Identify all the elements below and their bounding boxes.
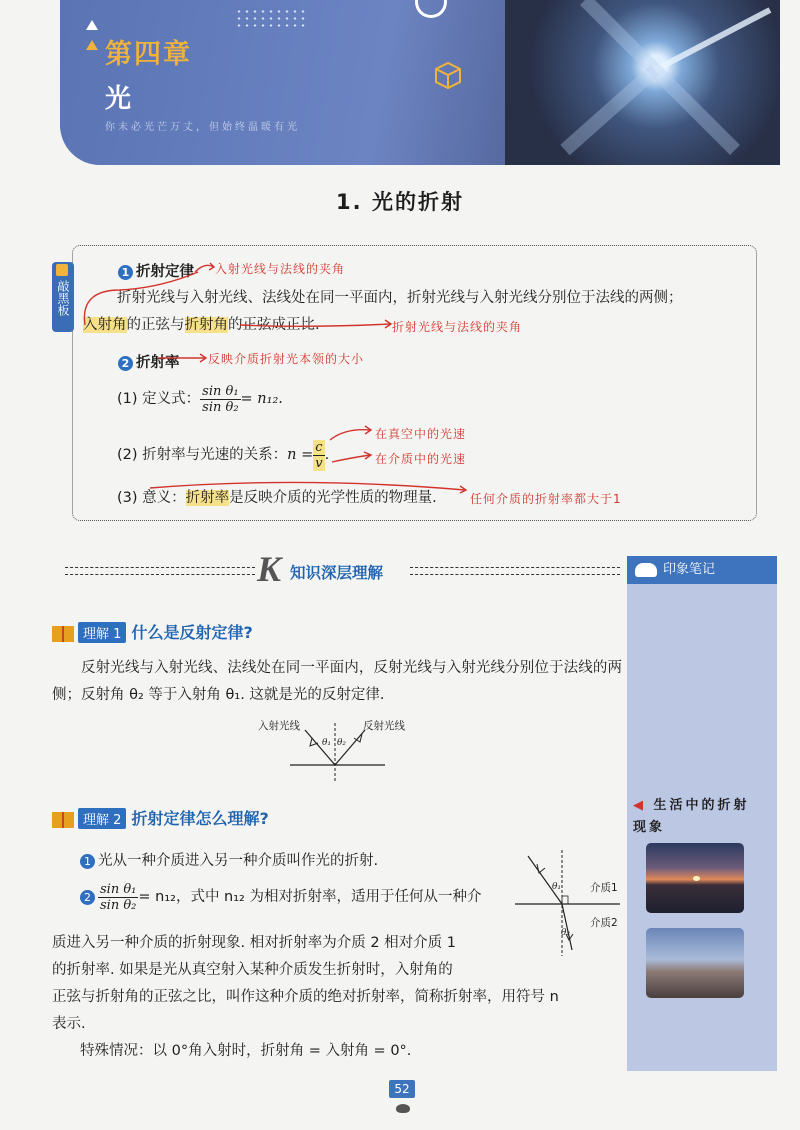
dot-grid — [235, 8, 305, 30]
lesson-title: 1. 光的折射 — [336, 190, 464, 214]
light-beam-icon — [505, 0, 780, 165]
meaning-line: (3) 意义：折射率是反映介质的光学性质的物理量. — [117, 490, 437, 506]
item2-title: 折射率 — [136, 355, 180, 371]
annotation-arrows — [60, 250, 510, 520]
fig1-theta2: θ₂ — [337, 738, 347, 748]
meaning-note: 任何介质的折射率都大于1 — [470, 492, 622, 506]
q2-badge: 理解 2 — [78, 808, 126, 829]
q1-title: 什么是反射定律? — [131, 623, 253, 642]
item1-note2: 折射光线与法线的夹角 — [392, 320, 523, 334]
definition-formula: (1) 定义式： $\frac{\text{sin θ₁}}{\text{sin θ₂}}$ = n₁₂. — [117, 384, 283, 415]
speed-formula: (2) 折射率与光速的关系：n = $\frac{c}{v}$ . — [117, 440, 330, 471]
q2-point2-number: 2 — [80, 890, 95, 905]
q2-heading — [52, 806, 269, 829]
sunset-photo — [646, 843, 744, 913]
q1-text: 反射光线与入射光线、法线处在同一平面内，反射光线与入射光线分别位于法线的两侧；反射角 θ₂ 等于入射角 θ₁. 这就是光的反射定律. — [52, 660, 622, 703]
q2-line-d: 正弦与折射角的正弦之比，叫作这种介质的绝对折射率，简称折射率，用符号 n — [52, 989, 559, 1005]
item1-text2: 入射角的正弦与折射角的正弦成正比. — [83, 317, 320, 333]
elephant-icon — [635, 563, 657, 577]
incident-angle-highlight: 入射角 — [83, 317, 127, 333]
fig1-theta1: θ₁ — [322, 738, 332, 748]
refractive-index-highlight: 折射率 — [185, 490, 230, 506]
triangle-left-icon: ◀ — [633, 798, 646, 813]
fig2-medium2-label: 介质2 — [590, 917, 618, 929]
section-banner-line-left — [65, 567, 255, 575]
q2-point1-number: 1 — [80, 854, 95, 869]
refraction-angle-highlight: 折射角 — [184, 317, 228, 333]
item1-note: 入射光线与法线的夹角 — [215, 262, 346, 276]
refraction-figure — [510, 848, 620, 958]
q1-badge: 理解 1 — [78, 622, 126, 643]
sun-icon — [693, 876, 700, 881]
q2-special: 特殊情况：以 0°角入射时，折射角 = 入射角 = 0°. — [80, 1043, 412, 1059]
note-c: 在真空中的光速 — [375, 427, 467, 441]
cube-icon — [433, 60, 463, 94]
page-number: 52 — [389, 1080, 415, 1098]
fig1-incident-label: 入射光线 — [258, 720, 300, 732]
blackboard-tag-label: 敲黑板 — [56, 280, 70, 316]
q2-point1: 1 光从一种介质进入另一种介质叫作光的折射. — [80, 848, 378, 875]
q2-line-b: 质进入另一种介质的折射现象. 相对折射率为介质 2 相对介质 1 — [52, 935, 456, 951]
chapter-label: 第四章 — [105, 39, 192, 70]
notes-sidebar-header — [627, 556, 777, 584]
fig1-reflected-label: 反射光线 — [363, 720, 405, 732]
item1-title: 折射定律 — [136, 264, 194, 280]
header-photo — [505, 0, 780, 165]
section-banner-title: 知识深层理解 — [290, 564, 384, 582]
section-banner-line-right — [410, 567, 620, 575]
notes-sidebar-title: 印象笔记 — [663, 562, 716, 577]
fig2-theta2: θ₂ — [561, 928, 571, 938]
header-triangle-icon — [86, 40, 98, 50]
q2-point2: 2 $\frac{\text{sin θ₁}}{\text{sin θ₂}}$ = n₁₂，式中 n₁₂ 为相对折射率，适用于任何从一种介 — [80, 882, 481, 913]
q2-line-c: 的折射率. 如果是光从真空射入某种介质发生折射时，入射角的 — [52, 962, 453, 978]
item2-note: 反映介质折射光本领的大小 — [208, 352, 365, 366]
header-triangle-icon — [86, 20, 98, 30]
section-k-letter: K — [257, 549, 282, 589]
q1-heading — [52, 620, 253, 643]
mirage-photo — [646, 928, 744, 998]
item1-number: 1 — [118, 265, 133, 280]
item2-number: 2 — [118, 356, 133, 371]
header-motto: 你未必光芒万丈，但始终温暖有光 — [105, 122, 300, 133]
item1-text: 折射光线与入射光线、法线处在同一平面内，折射光线与入射光线分别位于法线的两侧； — [117, 290, 683, 306]
fig2-theta1: θ₁ — [552, 882, 562, 892]
bird-icon — [396, 1104, 410, 1113]
life-refraction-caption: ◀ 生活中的折射现象 — [633, 798, 750, 835]
note-v: 在介质中的光速 — [375, 452, 467, 466]
fig2-medium1-label: 介质1 — [590, 882, 618, 894]
subject-label: 光 — [105, 84, 132, 114]
book-icon — [52, 812, 74, 828]
q2-line-e: 表示. — [52, 1016, 86, 1032]
book-icon — [52, 626, 74, 642]
q2-title: 折射定律怎么理解? — [131, 809, 269, 828]
